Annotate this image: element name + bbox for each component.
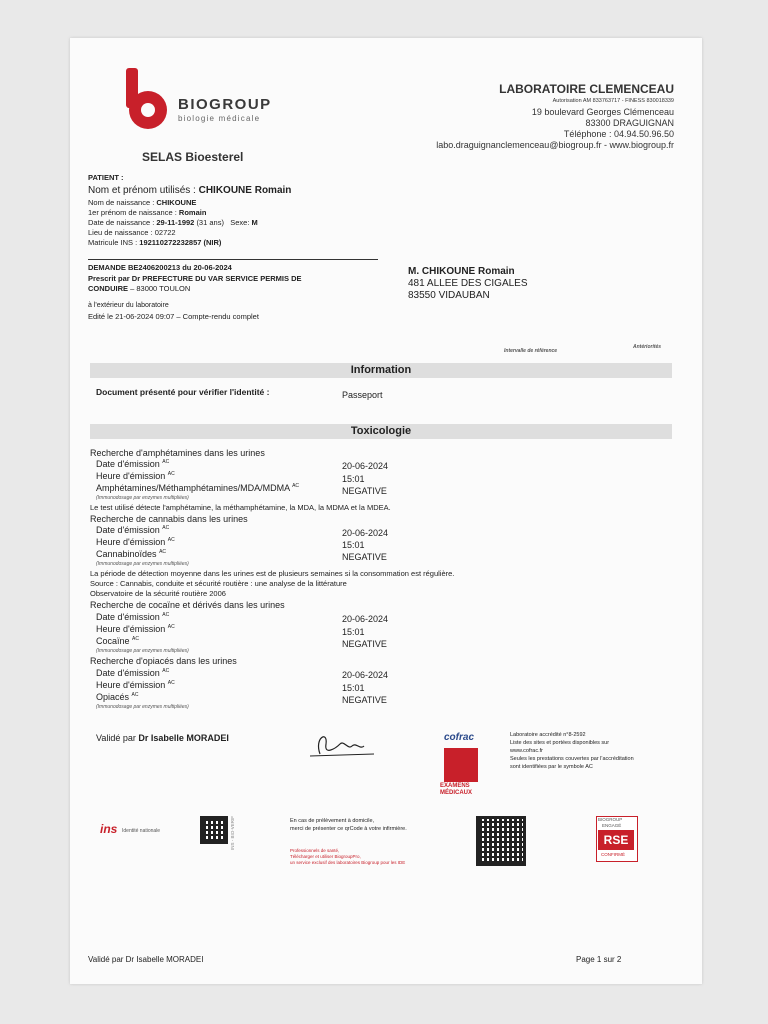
amphetamines-time: 15:01 — [342, 474, 365, 484]
cannabis-method: (Immunodosage par enzymes multipliées) — [96, 561, 189, 567]
recipient-name: M. CHIKOUNE Romain — [408, 266, 515, 277]
cofrac-logo: cofrac — [444, 732, 475, 743]
amphetamines-date: 20-06-2024 — [342, 461, 389, 471]
cofrac-line-4: Seules les prestations couvertes par l'accréditation — [510, 756, 634, 762]
rse-label: RSE — [598, 830, 634, 850]
lab-contact: labo.draguignanclemenceau@biogroup.fr - www.biogroup.fr — [436, 140, 674, 150]
cannabis-result: NEGATIVE — [342, 552, 387, 562]
opiates-method: (Immunodosage par enzymes multipliées) — [96, 704, 189, 710]
biogroup-logo — [122, 68, 170, 134]
cocaine-method: (Immunodosage par enzymes multipliées) — [96, 648, 189, 654]
section-toxicologie: Toxicologie — [90, 424, 672, 439]
cofrac-caption-1: EXAMENS — [440, 783, 470, 789]
selas-name: SELAS Bioesterel — [142, 150, 244, 164]
page-number: Page 1 sur 2 — [576, 955, 622, 964]
amphetamines-note: Le test utilisé détecte l'amphétamine, la méthamphétamine, la MDA, la MDMA et la MDEA. — [90, 503, 391, 512]
patient-first-name: 1er prénom de naissance : Romain — [88, 208, 207, 217]
cocaine-time: 15:01 — [342, 627, 365, 637]
patient-birthplace: Lieu de naissance : 02722 — [88, 228, 176, 237]
recipient-address-2: 83550 VIDAUBAN — [408, 290, 490, 301]
rse-sub: ENGAGÉ — [602, 823, 622, 828]
cofrac-emblem — [444, 748, 478, 782]
cannabis-note-3: Observatoire de la sécurité routière 2006 — [90, 589, 226, 598]
lab-phone: Téléphone : 04.94.50.96.50 — [563, 129, 674, 139]
cocaine-title: Recherche de cocaïne et dérivés dans les urines — [90, 600, 285, 610]
ins-qr-code — [200, 816, 228, 844]
identity-document-value: Passeport — [342, 390, 383, 400]
footer-validated: Validé par Dr Isabelle MORADEI — [88, 955, 204, 964]
ins-logo: ins — [100, 822, 118, 836]
cannabis-title: Recherche de cannabis dans les urines — [90, 514, 248, 524]
opiates-title: Recherche d'opiacés dans les urines — [90, 656, 237, 666]
patient-used-name: Nom et prénom utilisés : CHIKOUNE Romain — [88, 185, 292, 196]
cocaine-result: NEGATIVE — [342, 639, 387, 649]
doctor-signature — [306, 728, 378, 766]
amphetamines-result-label: Amphétamines/Méthamphétamines/MDA/MDMA $^{AC}$ — [96, 483, 300, 493]
cofrac-line-3: www.cofrac.fr — [510, 748, 544, 754]
request-location: à l'extérieur du laboratoire — [88, 302, 169, 309]
patient-dob: Date de naissance : 29-11-1992 (31 ans) Sexe: M — [88, 218, 258, 227]
cocaine-date-label: Date d'émission $^{AC}$ — [96, 612, 170, 622]
patient-birth-name: Nom de naissance : CHIKOUNE — [88, 198, 197, 207]
home-qr-code — [476, 816, 526, 866]
ins-subtitle: Identité nationale — [122, 828, 161, 834]
cofrac-caption-2: MÉDICAUX — [440, 790, 473, 796]
report-page — [70, 38, 702, 984]
request-prescriber-city: CONDUIRE – 83000 TOULON — [88, 284, 191, 293]
home-notice-2: merci de présenter ce qrCode à votre infirmière. — [290, 826, 407, 832]
cannabis-date-label: Date d'émission $^{AC}$ — [96, 525, 170, 535]
lab-name: LABORATOIRE CLEMENCEAU — [499, 82, 674, 96]
request-edited: Edité le 21-06-2024 09:07 – Compte-rendu complet — [88, 312, 259, 321]
cofrac-line-2: Liste des sites et portées disponibles sur — [510, 740, 610, 746]
recipient-address-1: 481 ALLEE DES CIGALES — [408, 278, 528, 289]
pro-notice-1: Professionnels de santé, — [290, 848, 340, 853]
pro-notice-2: Télécharger et utiliser BiogroupPro, — [290, 854, 361, 859]
cofrac-line-5: sont identifiées par le symbole AC — [510, 764, 593, 770]
patient-ins: Matricule INS : 192110272232857 (NIR) — [88, 238, 222, 247]
cocaine-date: 20-06-2024 — [342, 614, 389, 624]
amphetamines-date-label: Date d'émission $^{AC}$ — [96, 459, 170, 469]
lab-address-street: 19 boulevard Georges Clémenceau — [531, 107, 674, 117]
cannabis-note-2: Source : Cannabis, conduite et sécurité routière : une analyse de la littérature — [90, 579, 347, 588]
rse-top: BIOGROUP — [598, 817, 623, 822]
request-prescriber: Prescrit par Dr PREFECTURE DU VAR SERVICE PERMIS DE — [88, 274, 302, 283]
opiates-time: 15:01 — [342, 683, 365, 693]
divider — [88, 259, 378, 260]
lab-authorisation: Autorisation AM 833763717 - FINESS 830018339 — [552, 98, 674, 104]
validated-by: Validé par Dr Isabelle MORADEI — [96, 733, 229, 743]
column-reference: Intervalle de référence — [504, 348, 558, 354]
pro-notice-3: un service exclusif des laboratoires Biogroup pour les IDE — [290, 860, 406, 865]
cocaine-result-label: Cocaïne $^{AC}$ — [96, 636, 139, 646]
cannabis-date: 20-06-2024 — [342, 528, 389, 538]
ins-vertical-label: INS - BIO-VERIF — [230, 816, 235, 851]
brand-name: BIOGROUP — [178, 96, 272, 113]
cannabis-note-1: La période de détection moyenne dans les urines est de plusieurs semaines si la consommation est régulière. — [90, 569, 455, 578]
opiates-time-label: Heure d'émission $^{AC}$ — [96, 680, 175, 690]
home-notice-1: En cas de prélèvement à domicile, — [290, 818, 375, 824]
column-previous: Antériorités — [633, 344, 662, 350]
cannabis-time-label: Heure d'émission $^{AC}$ — [96, 537, 175, 547]
request-number: DEMANDE BE2406200213 du 20-06-2024 — [88, 263, 232, 272]
opiates-result-label: Opiacés $^{AC}$ — [96, 692, 139, 702]
amphetamines-method: (Immunodosage par enzymes multipliées) — [96, 495, 189, 501]
amphetamines-result: NEGATIVE — [342, 486, 387, 496]
opiates-date-label: Date d'émission $^{AC}$ — [96, 668, 170, 678]
cofrac-line-1: Laboratoire accrédité n°8-2592 — [510, 732, 586, 738]
cocaine-time-label: Heure d'émission $^{AC}$ — [96, 624, 175, 634]
rse-bottom: CONFIRMÉ — [601, 852, 625, 857]
patient-heading: PATIENT : — [88, 173, 124, 182]
cannabis-time: 15:01 — [342, 540, 365, 550]
amphetamines-time-label: Heure d'émission $^{AC}$ — [96, 471, 175, 481]
brand-tagline: biologie médicale — [178, 114, 261, 123]
section-information: Information — [90, 363, 672, 378]
cannabis-result-label: Cannabinoïdes $^{AC}$ — [96, 549, 167, 559]
identity-document-label: Document présenté pour vérifier l'identité : — [96, 387, 270, 397]
lab-address-city: 83300 DRAGUIGNAN — [585, 118, 674, 128]
opiates-date: 20-06-2024 — [342, 670, 389, 680]
opiates-result: NEGATIVE — [342, 695, 387, 705]
amphetamines-title: Recherche d'amphétamines dans les urines — [90, 448, 265, 458]
